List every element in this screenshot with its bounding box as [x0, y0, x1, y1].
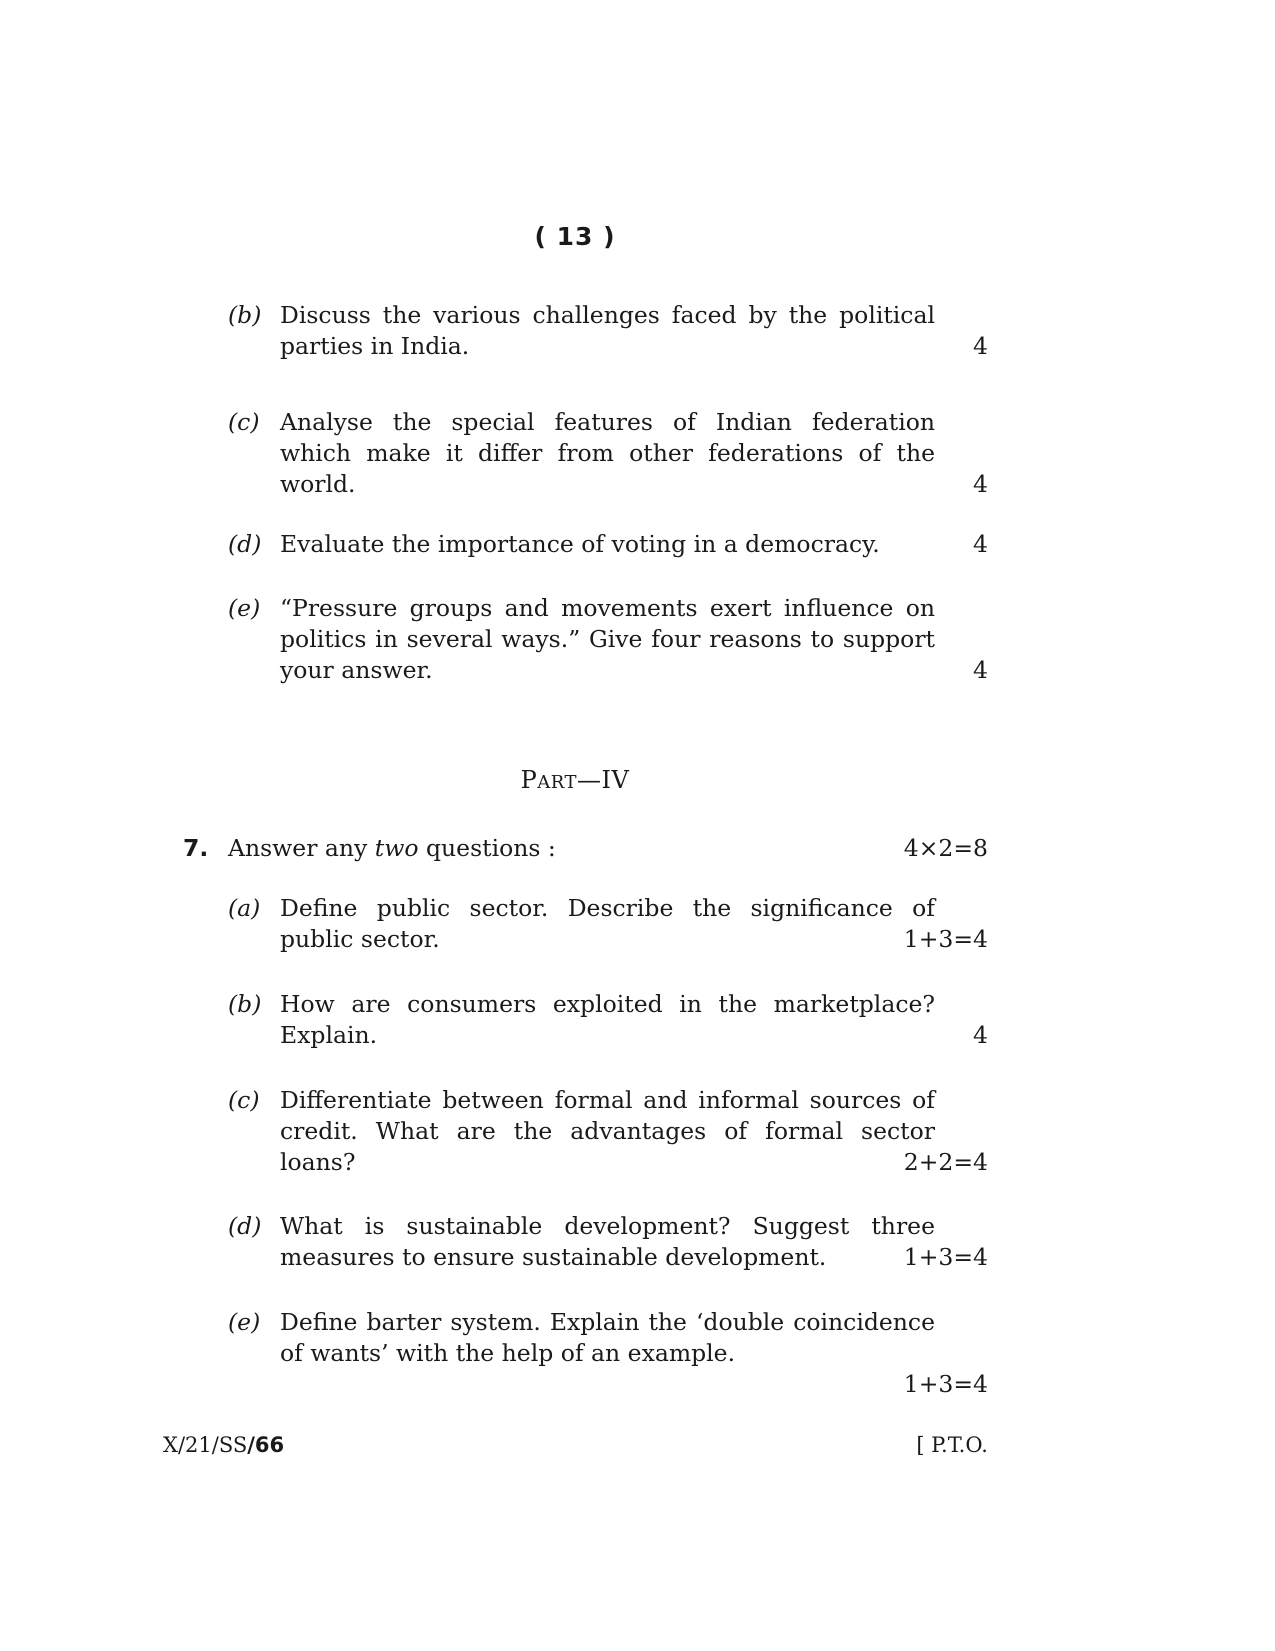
question-7c: [228, 1085, 988, 1178]
item-marks: 4: [973, 332, 988, 360]
item-label: (c): [228, 1086, 260, 1114]
question-6e: [228, 593, 988, 686]
question-6c: [228, 407, 988, 500]
item-label: (e): [228, 594, 261, 622]
item-label: (d): [228, 530, 262, 558]
question-7: [183, 833, 988, 864]
item-label: (b): [228, 990, 262, 1018]
paper-code-prefix: X/21/SS: [163, 1433, 248, 1457]
question-marks: 4×2=8: [903, 834, 988, 862]
part-heading-first: P: [520, 766, 538, 794]
question-7b: [228, 989, 988, 1051]
pto-label: [ P.T.O.: [916, 1433, 988, 1457]
item-marks: 2+2=4: [903, 1148, 988, 1176]
item-text: Differentiate between formal and informal sources of credit. What are the advantages of formal sector loans?: [280, 1086, 935, 1176]
question-6b: [228, 300, 988, 362]
item-marks: 4: [973, 1021, 988, 1049]
question-7d: [228, 1211, 988, 1273]
item-text: “Pressure groups and movements exert influence on politics in several ways.” Give four reasons to support your answer.: [280, 594, 935, 684]
item-marks: 1+3=4: [903, 1243, 988, 1271]
item-label: (e): [228, 1308, 261, 1336]
question-7e: [228, 1307, 988, 1400]
question-text-before: Answer any: [228, 834, 375, 862]
question-text-italic: two: [374, 834, 419, 862]
part-heading: [0, 766, 1150, 794]
item-label: (c): [228, 408, 260, 436]
item-label: (d): [228, 1212, 262, 1240]
item-marks: 4: [973, 656, 988, 684]
item-text: Define barter system. Explain the ‘double coincidence of wants’ with the help of an example.: [280, 1308, 935, 1367]
item-marks: 4: [973, 530, 988, 558]
item-text: Analyse the special features of Indian federation which make it differ from other federations of the world.: [280, 408, 935, 498]
paper-code: [163, 1433, 284, 1457]
item-label: (a): [228, 894, 261, 922]
item-label: (b): [228, 301, 262, 329]
question-7a: [228, 893, 988, 955]
item-marks: 1+3=4: [903, 1370, 988, 1398]
item-marks: 1+3=4: [903, 925, 988, 953]
item-text: Discuss the various challenges faced by the political parties in India.: [280, 301, 935, 360]
item-marks: 4: [973, 470, 988, 498]
item-text: How are consumers exploited in the marketplace? Explain.: [280, 990, 935, 1049]
question-number: 7.: [183, 834, 209, 862]
question-6d: [228, 529, 988, 560]
page-number: ( 13 ): [534, 222, 616, 251]
paper-code-bold: /66: [247, 1433, 285, 1457]
part-heading-smallcaps: ART: [537, 772, 578, 793]
question-text-after: questions :: [418, 834, 556, 862]
item-text: Define public sector. Describe the significance of public sector.: [280, 894, 935, 953]
part-heading-rest: —IV: [577, 766, 630, 794]
item-text: What is sustainable development? Suggest three measures to ensure sustainable development.: [280, 1212, 935, 1271]
item-text: Evaluate the importance of voting in a democracy.: [280, 530, 880, 558]
